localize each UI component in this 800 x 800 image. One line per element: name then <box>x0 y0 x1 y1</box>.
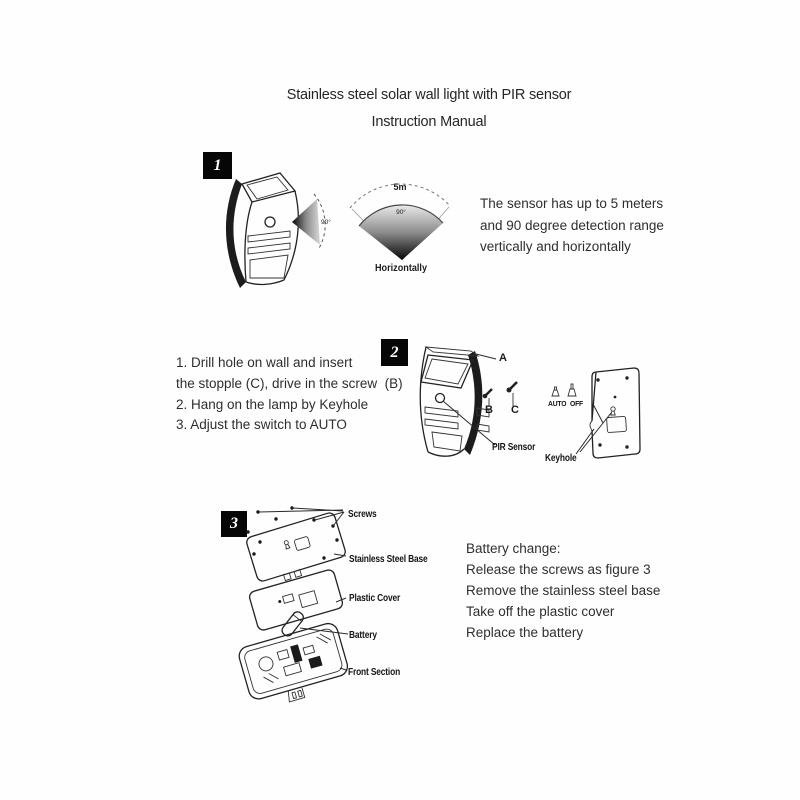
fan-angle-label: 90° <box>396 209 406 216</box>
pir-sensor-lens <box>265 217 275 227</box>
battery-change-line: Remove the stainless steel base <box>466 583 661 598</box>
battery-change-line: Battery change: <box>466 541 561 556</box>
part-label-a: A <box>499 352 507 364</box>
step1-desc-line: and 90 degree detection range <box>480 217 664 233</box>
vent-slat <box>248 231 290 242</box>
page-title: Stainless steel solar wall light with PIR sensor <box>286 87 572 103</box>
front-section-label: Front Section <box>348 666 401 678</box>
page-subtitle: Instruction Manual <box>371 114 487 130</box>
battery-label: Battery <box>349 629 377 641</box>
step2-instruction-line: 2. Hang on the lamp by Keyhole <box>176 396 369 412</box>
switch-auto-label: AUTO <box>548 399 567 408</box>
step1-description <box>480 193 664 258</box>
pir-sensor-label: PIR Sensor <box>492 441 536 453</box>
step2-instruction-line: 1. Drill hole on wall and insert <box>176 355 353 370</box>
lower-panel <box>432 432 462 451</box>
battery-change-line: Take off the plastic cover <box>466 604 615 619</box>
lower-panel <box>250 255 288 278</box>
step2-instruction-line: the stopple (C), drive in the screw (B) <box>176 375 403 391</box>
switch-position-icons <box>552 384 576 396</box>
battery-change-line: Release the screws as figure 3 <box>466 562 651 577</box>
screw-c-icon <box>507 382 518 406</box>
vent-slat <box>425 419 458 429</box>
keyhole-label: Keyhole <box>545 452 577 464</box>
stainless-steel-base-label: Stainless Steel Base <box>349 553 428 565</box>
step2-instruction-line: 3. Adjust the switch to AUTO <box>176 417 347 433</box>
plastic-cover <box>248 569 344 632</box>
vent-slat <box>248 243 290 254</box>
range-label: 5m <box>393 182 407 192</box>
leader-lines-screws <box>259 508 344 526</box>
switch-off-label: OFF <box>570 399 583 408</box>
step1-desc-line: vertically and horizontally <box>480 239 631 254</box>
lamp-top-face <box>242 173 295 202</box>
step1-lamp-figure <box>212 166 344 294</box>
plastic-cover-label: Plastic Cover <box>349 592 401 604</box>
front-section <box>237 621 353 705</box>
battery-change-line: Replace the battery <box>466 625 584 640</box>
part-label-c: C <box>511 404 519 416</box>
part-label-b: B <box>485 404 493 416</box>
detection-cone <box>292 199 320 245</box>
step1-badge: 1 <box>203 152 232 179</box>
battery-change-instructions <box>466 538 660 643</box>
leader-line-keyhole <box>576 413 611 454</box>
keyhole-icon <box>611 407 615 415</box>
solar-panel <box>421 355 473 388</box>
step1-desc-line: The sensor has up to 5 meters <box>480 196 664 211</box>
lamp-side-band <box>226 179 246 288</box>
step3-badge: 3 <box>221 511 247 537</box>
step2-mounting-figure <box>410 337 665 472</box>
cone-angle-label: 90° <box>321 219 331 226</box>
vent-slat <box>425 407 458 417</box>
fan-caption: Horizontally <box>375 263 428 274</box>
step1-detection-fan-figure <box>344 178 460 274</box>
step2-badge: 2 <box>381 339 408 366</box>
step2-instructions <box>176 353 403 436</box>
battery-door <box>607 416 627 432</box>
screws-label: Screws <box>348 508 377 520</box>
leader-line-switch <box>593 404 603 423</box>
